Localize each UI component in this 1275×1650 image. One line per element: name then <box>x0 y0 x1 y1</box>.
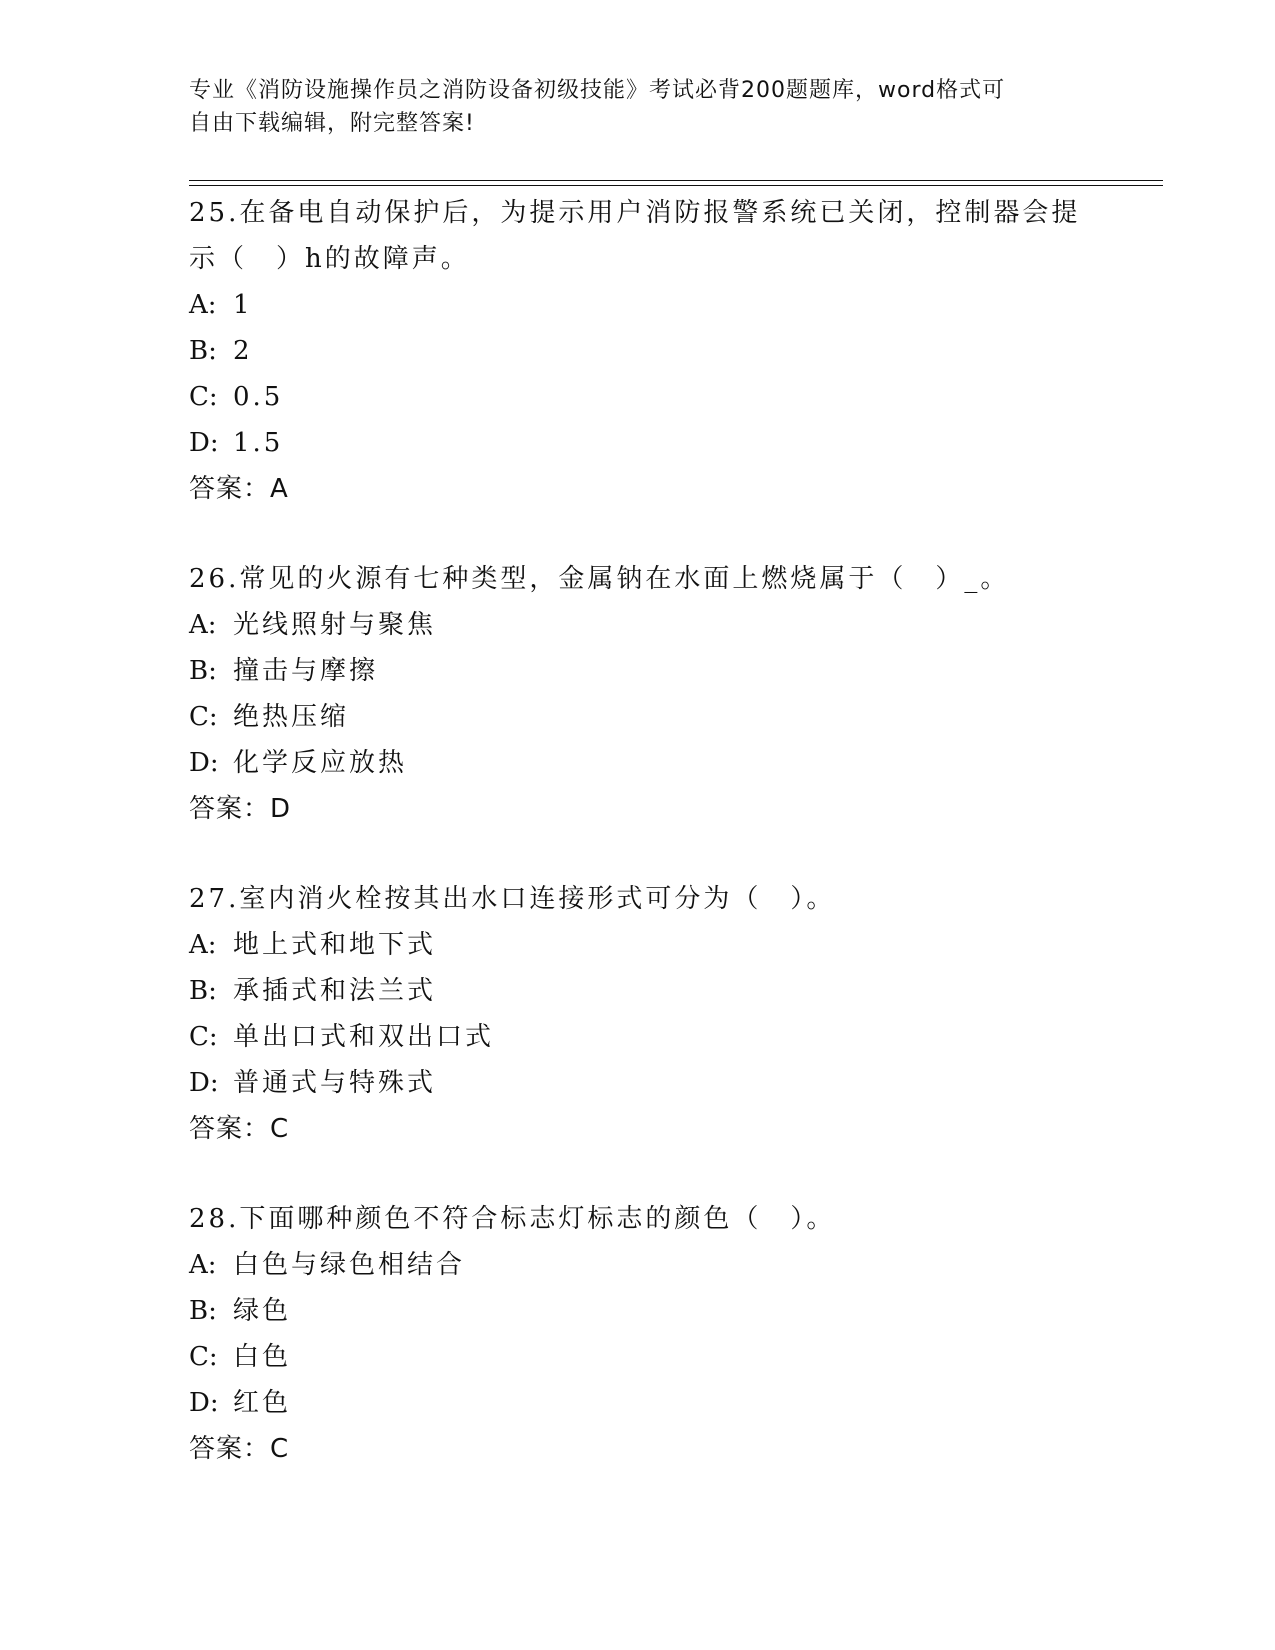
option-label: A: <box>189 610 217 640</box>
question-stem <box>189 1196 1089 1242</box>
option-c <box>189 374 1089 420</box>
question-stem <box>189 190 1089 282</box>
option-label: C: <box>189 702 218 732</box>
option-text: 1.5 <box>233 428 284 458</box>
option-text: 光线照射与聚焦 <box>233 610 437 640</box>
option-text: 红色 <box>233 1388 292 1418</box>
option-text: 地上式和地下式 <box>233 930 437 960</box>
option-c <box>189 1014 1089 1060</box>
option-label: C: <box>189 382 218 412</box>
option-label: B: <box>189 976 217 1006</box>
option-text: 白色与绿色相结合 <box>233 1250 466 1280</box>
answer-line: 答案：C <box>189 1434 290 1464</box>
question-stem-line-1: 26.常见的火源有七种类型，金属钠在水面上燃烧属于（ ）_。 <box>189 564 1010 594</box>
option-a <box>189 922 1089 968</box>
option-a <box>189 1242 1089 1288</box>
option-b <box>189 968 1089 1014</box>
option-text: 2 <box>233 336 253 366</box>
question-item-28 <box>189 1196 1089 1472</box>
option-label: A: <box>189 1250 217 1280</box>
option-label: D: <box>189 1068 219 1098</box>
option-c <box>189 694 1089 740</box>
option-label: B: <box>189 336 217 366</box>
option-text: 单出口式和双出口式 <box>233 1022 495 1052</box>
answer-line: 答案：C <box>189 1114 290 1144</box>
question-stem <box>189 556 1089 602</box>
question-stem-line-1: 28.下面哪种颜色不符合标志灯标志的颜色（ ）。 <box>189 1204 836 1234</box>
option-label: D: <box>189 748 219 778</box>
document-header <box>189 74 1089 140</box>
option-label: B: <box>189 656 217 686</box>
question-item-26 <box>189 556 1089 832</box>
option-label: B: <box>189 1296 217 1326</box>
question-list <box>189 190 1089 1516</box>
option-label: D: <box>189 1388 219 1418</box>
option-a <box>189 602 1089 648</box>
question-item-27 <box>189 876 1089 1152</box>
header-line-2: 自由下载编辑，附完整答案! <box>189 111 475 136</box>
answer-line: 答案：D <box>189 794 292 824</box>
option-label: C: <box>189 1022 218 1052</box>
answer-line: 答案：A <box>189 474 289 504</box>
option-b <box>189 1288 1089 1334</box>
question-stem <box>189 876 1089 922</box>
question-stem-line-1: 25.在备电自动保护后，为提示用户消防报警系统已关闭，控制器会提 <box>189 198 1081 228</box>
option-c <box>189 1334 1089 1380</box>
option-text: 绝热压缩 <box>233 702 350 732</box>
header-divider-top <box>189 180 1163 181</box>
option-text: 白色 <box>233 1342 292 1372</box>
question-stem-line-1: 27.室内消火栓按其出水口连接形式可分为（ ）。 <box>189 884 836 914</box>
question-item-25 <box>189 190 1089 512</box>
option-d <box>189 1380 1089 1426</box>
option-label: C: <box>189 1342 218 1372</box>
header-line-1: 专业《消防设施操作员之消防设备初级技能》考试必背200题题库，word格式可 <box>189 78 1006 103</box>
option-text: 普通式与特殊式 <box>233 1068 437 1098</box>
option-b <box>189 648 1089 694</box>
question-stem-line-2: 示（ ）h的故障声。 <box>189 244 470 274</box>
option-d <box>189 740 1089 786</box>
option-text: 化学反应放热 <box>233 748 408 778</box>
header-divider-bottom <box>189 185 1163 186</box>
option-label: A: <box>189 930 217 960</box>
option-text: 绿色 <box>233 1296 292 1326</box>
option-label: D: <box>189 428 219 458</box>
option-text: 1 <box>233 290 253 320</box>
option-a <box>189 282 1089 328</box>
option-b <box>189 328 1089 374</box>
option-label: A: <box>189 290 217 320</box>
option-d <box>189 1060 1089 1106</box>
option-d <box>189 420 1089 466</box>
option-text: 0.5 <box>233 382 284 412</box>
option-text: 承插式和法兰式 <box>233 976 437 1006</box>
option-text: 撞击与摩擦 <box>233 656 379 686</box>
